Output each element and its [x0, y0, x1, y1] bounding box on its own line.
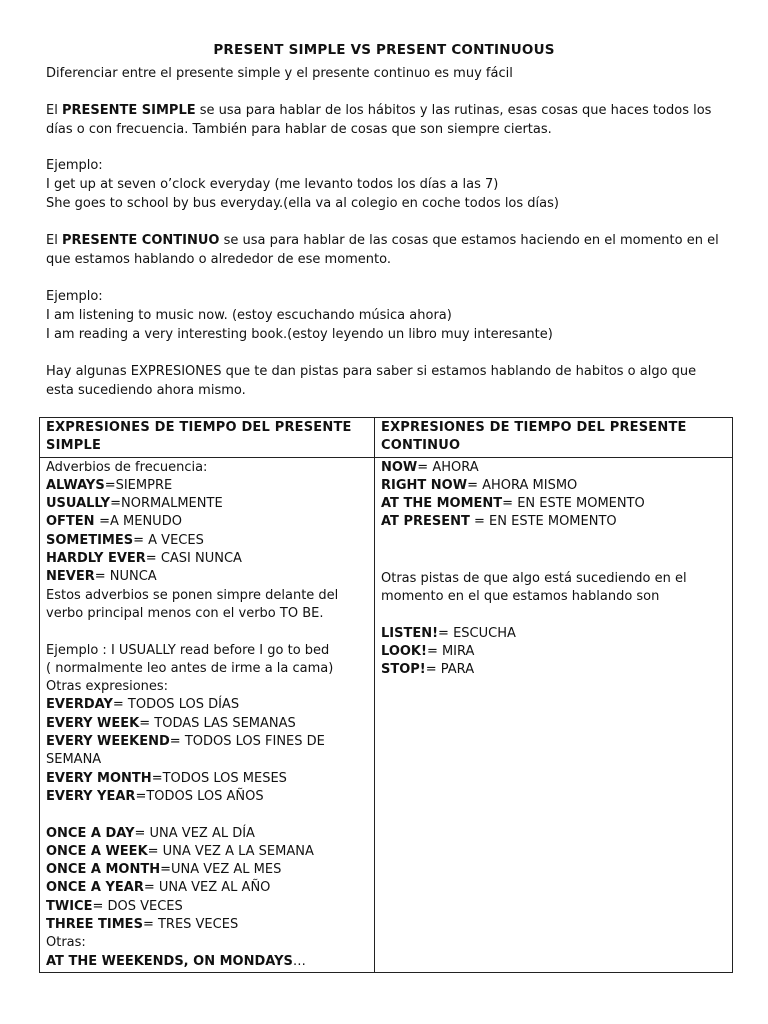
continuous-expressions-cell [375, 457, 733, 972]
expression-separator: = [160, 862, 171, 878]
clue-line: Otras pistas de que algo está sucediendo en el [381, 570, 687, 586]
expression-meaning: TODOS LOS MESES [162, 770, 287, 786]
expression-meaning: EN ESTE MOMENTO [517, 496, 645, 512]
adverbs-list [46, 477, 368, 587]
expression-separator: = [142, 917, 158, 933]
expression-separator: = [133, 532, 149, 548]
expression-meaning: SIEMPRE [115, 477, 173, 493]
expression-meaning: PARA [440, 662, 475, 678]
expression-separator: = [143, 880, 159, 896]
expression-row [381, 625, 726, 643]
continuous-paragraph-line2: que estamos hablando o alrededor de ese momento. [46, 252, 392, 267]
expression-meaning: UNA VEZ A LA SEMANA [162, 843, 314, 859]
imperatives-list [381, 625, 726, 680]
expression-meaning: NUNCA [109, 569, 157, 585]
clues-paragraph [46, 362, 736, 400]
expression-term: EVERY YEAR [46, 788, 136, 804]
frequency-adverbs-label: Adverbios de frecuencia: [46, 459, 208, 475]
expression-row [46, 550, 368, 568]
expression-term: EVERY MONTH [46, 770, 152, 786]
expression-term: TWICE [46, 898, 93, 914]
now-expressions-list [381, 459, 726, 532]
expression-meaning: CASI NUNCA [160, 551, 242, 567]
example1-block [46, 156, 736, 213]
expression-meaning: UNA VEZ AL DÍA [149, 825, 255, 841]
expression-meaning: NORMALMENTE [121, 496, 223, 512]
example2-line: I am reading a very interesting book.(estoy leyendo un libro muy interesante) [46, 327, 553, 342]
expression-term: USUALLY [46, 496, 111, 512]
expression-row [46, 532, 368, 550]
expression-term: AT PRESENT [381, 514, 470, 530]
simple-paragraph-line2: días o con frecuencia. También para hablar de cosas que son siempre ciertas. [46, 122, 552, 137]
clues-paragraph-line2: esta sucediendo ahora mismo. [46, 383, 246, 398]
expression-meaning: ESCUCHA [453, 625, 516, 641]
expression-row [46, 733, 368, 751]
expression-term: SOMETIMES [46, 532, 134, 548]
expression-meaning: EN ESTE MOMENTO [489, 514, 617, 530]
expression-term: LOOK! [381, 643, 427, 659]
clue-line: momento en el que estamos hablando son [381, 589, 660, 605]
expression-meaning: UNA VEZ AL MES [171, 862, 282, 878]
expression-meaning: A MENUDO [110, 514, 182, 530]
expressions-table [39, 417, 733, 973]
simple-term: PRESENTE SIMPLE [61, 103, 196, 118]
expression-row [381, 459, 726, 477]
clues-paragraph-line1: Hay algunas EXPRESIONES que te dan pistas para saber si estamos hablando de habitos o algo que [46, 364, 697, 379]
expression-separator: = [139, 715, 155, 731]
expression-row [46, 879, 368, 897]
expression-term: ALWAYS [46, 477, 105, 493]
expression-meaning: SEMANA [46, 752, 102, 768]
expression-separator: = [104, 477, 116, 493]
example2-block [46, 287, 736, 344]
expression-separator: = [92, 898, 108, 914]
expression-separator: = [110, 496, 121, 512]
expression-row [381, 513, 726, 531]
expression-separator: = [94, 569, 110, 585]
expression-separator: = [147, 843, 163, 859]
expression-term: EVERDAY [46, 697, 113, 713]
expression-term: ONCE A YEAR [46, 880, 144, 896]
expression-row [46, 513, 368, 531]
expression-meaning: AHORA MISMO [482, 477, 578, 493]
expression-separator: = [425, 662, 441, 678]
expression-separator: = [417, 459, 433, 475]
expression-row [46, 788, 368, 806]
expression-row [46, 568, 368, 586]
expression-separator: = [145, 551, 161, 567]
expression-term: ONCE A WEEK [46, 843, 148, 859]
expression-row [46, 843, 368, 861]
expression-term: HARDLY EVER [46, 551, 146, 567]
expression-row [46, 825, 368, 843]
example1-label: Ejemplo: [46, 158, 103, 173]
otras-label: Otras: [46, 935, 86, 951]
table-header-row [40, 418, 733, 458]
usually-example-line: ( normalmente leo antes de irme a la cama) [46, 660, 334, 676]
simple-paragraph-line1: El PRESENTE SIMPLE se usa para hablar de los hábitos y las rutinas, esas cosas que haces todos los [46, 103, 712, 118]
expression-row [46, 715, 368, 733]
expression-meaning: TODAS LAS SEMANAS [154, 715, 296, 731]
example2-label: Ejemplo: [46, 289, 103, 304]
expression-term: EVERY WEEKEND [46, 734, 170, 750]
expression-separator: = [134, 825, 150, 841]
expression-separator: = [169, 734, 185, 750]
expression-term: LISTEN! [381, 625, 439, 641]
right-header-cell: EXPRESIONES DE TIEMPO DEL PRESENTE CONTINUO [375, 418, 733, 458]
expression-separator: = [426, 643, 442, 659]
expression-separator: = [112, 697, 128, 713]
continuous-term: PRESENTE CONTINUO [61, 233, 220, 248]
expression-meaning: TODOS LOS DÍAS [127, 697, 240, 713]
expression-meaning: DOS VECES [107, 898, 183, 914]
expression-term: EVERY WEEK [46, 715, 140, 731]
expression-row [381, 495, 726, 513]
expression-row [46, 696, 368, 714]
expression-meaning: TODOS LOS AÑOS [146, 788, 264, 804]
expression-term: ONCE A MONTH [46, 862, 161, 878]
expression-term: NOW [381, 459, 418, 475]
expression-separator: = [438, 625, 454, 641]
expression-term: AT THE MOMENT [381, 496, 503, 512]
continuous-paragraph-line1: El PRESENTE CONTINUO se usa para hablar de las cosas que estamos haciendo en el momento en el [46, 233, 719, 248]
intro-line: Diferenciar entre el presente simple y el presente continuo es muy fácil [46, 66, 513, 81]
expression-term: RIGHT NOW [381, 477, 468, 493]
expression-separator: = [151, 770, 163, 786]
expression-meaning: TRES VECES [157, 917, 239, 933]
expression-row [46, 916, 368, 934]
page-title: PRESENT SIMPLE VS PRESENT CONTINUOUS [213, 42, 555, 58]
expression-separator: = [469, 514, 490, 530]
expression-row [381, 661, 726, 679]
example2-line: I am listening to music now. (estoy escuchando música ahora) [46, 308, 452, 323]
expression-separator: = [502, 496, 518, 512]
weekends-expression: AT THE WEEKENDS, ON MONDAYS… [46, 953, 306, 969]
example1-line: I get up at seven o’clock everyday (me levanto todos los días a las 7) [46, 177, 499, 192]
expression-separator: = [135, 788, 147, 804]
simple-paragraph [46, 101, 736, 139]
expression-row [46, 861, 368, 879]
continuous-paragraph [46, 231, 736, 269]
expression-meaning: TODOS LOS FINES DE [184, 734, 325, 750]
expression-term: ONCE A DAY [46, 825, 135, 841]
adverbs-note-line: verbo principal menos con el verbo TO BE. [46, 605, 324, 621]
every-expressions-list [46, 696, 368, 806]
table-body-row [40, 457, 733, 972]
once-expressions-list [46, 825, 368, 935]
expression-term: OFTEN [46, 514, 100, 530]
expression-row [381, 643, 726, 661]
expression-meaning: MIRA [441, 643, 475, 659]
example1-line: She goes to school by bus everyday.(ella va al colegio en coche todos los días) [46, 196, 559, 211]
left-header-cell: EXPRESIONES DE TIEMPO DEL PRESENTE SIMPLE [40, 418, 375, 458]
expression-meaning: UNA VEZ AL AÑO [158, 880, 271, 896]
expression-row [46, 495, 368, 513]
expression-term: STOP! [381, 662, 426, 678]
expression-row [46, 477, 368, 495]
expression-meaning: A VECES [148, 532, 204, 548]
expression-row [381, 477, 726, 495]
adverbs-note-line: Estos adverbios se ponen simpre delante del [46, 587, 339, 603]
expression-row [46, 770, 368, 788]
usually-example-line: Ejemplo : I USUALLY read before I go to bed [46, 642, 330, 658]
expression-meaning: AHORA [432, 459, 479, 475]
expression-row [46, 751, 368, 769]
expression-term: THREE TIMES [46, 917, 143, 933]
simple-expressions-cell [40, 457, 375, 972]
expression-row [46, 898, 368, 916]
expression-separator: = [99, 514, 110, 530]
expression-separator: = [467, 477, 483, 493]
expression-term: NEVER [46, 569, 95, 585]
other-expressions-label: Otras expresiones: [46, 679, 169, 695]
